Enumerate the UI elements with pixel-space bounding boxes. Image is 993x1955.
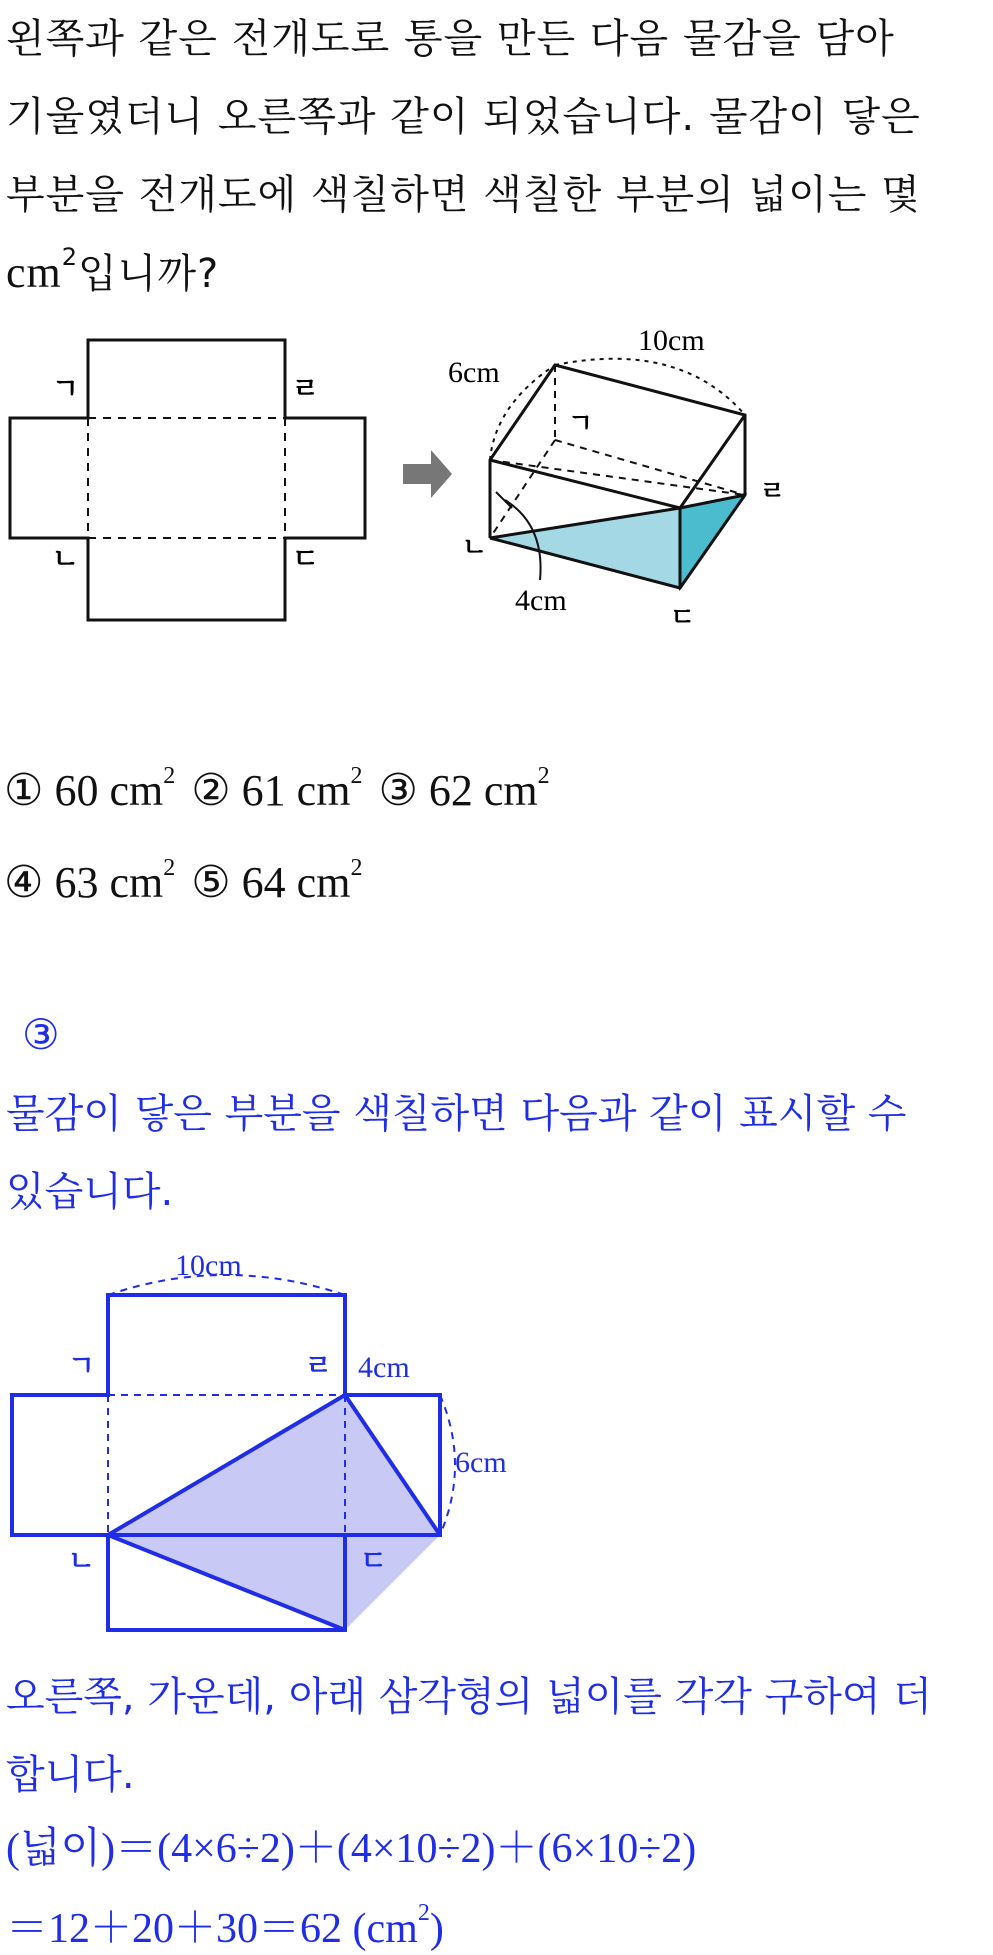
choice-4-exponent: 2 — [163, 855, 176, 881]
sol-dim-4: 4cm — [358, 1351, 410, 1384]
choice-2[interactable] — [191, 765, 362, 816]
choice-5-exponent: 2 — [350, 855, 363, 881]
choice-1-value: 60 cm — [54, 766, 164, 815]
arrow-icon — [403, 450, 452, 498]
net-label-n: ㄴ — [52, 542, 80, 575]
box-dim-4: 4cm — [515, 584, 567, 617]
choice-5-mark: ⑤ — [191, 858, 231, 907]
explanation-bottom — [6, 1658, 986, 1814]
choice-3-exponent: 2 — [537, 763, 550, 789]
unit-exponent: 2 — [61, 243, 79, 271]
choice-2-value: 61 cm — [241, 766, 351, 815]
paint-front — [490, 508, 680, 588]
unit-cm: cm — [6, 248, 62, 297]
equation-2-close: ) — [429, 1906, 444, 1952]
explanation-line-2: 있습니다. — [6, 1169, 174, 1215]
choice-5-value: 64 cm — [241, 858, 351, 907]
sol-label-g: ㄱ — [68, 1349, 96, 1382]
explanation-top — [6, 1075, 986, 1231]
sol-dim-6: 6cm — [455, 1446, 507, 1479]
choice-1-exponent: 2 — [163, 763, 176, 789]
choice-2-exponent: 2 — [350, 763, 363, 789]
sol-dim-10: 10cm — [175, 1249, 242, 1282]
sol-label-n: ㄴ — [68, 1544, 96, 1577]
sol-label-r: ㄹ — [305, 1349, 333, 1382]
choices-row-2 — [4, 857, 378, 908]
question-text — [6, 0, 986, 313]
choice-1[interactable] — [4, 765, 175, 816]
choice-4-mark: ④ — [4, 858, 44, 907]
question-tail: 입니까? — [78, 251, 220, 297]
equation-2 — [6, 1895, 444, 1955]
explanation-line-1: 물감이 닿은 부분을 색칠하면 다음과 같이 표시할 수 — [6, 1091, 907, 1137]
equation-1: (넓이)＝(4×6÷2)＋(4×10÷2)＋(6×10÷2) — [6, 1826, 697, 1872]
net-label-d: ㄷ — [292, 542, 320, 575]
choices — [4, 765, 566, 816]
question-line-2: 기울였더니 오른쪽과 같이 되었습니다. 물감이 닿은 — [6, 94, 921, 140]
equation-2-main: ＝12＋20＋30＝62 (cm — [6, 1906, 418, 1952]
solution-figure — [0, 1245, 993, 1645]
shaded-region — [108, 1395, 440, 1630]
box-dim-6: 6cm — [448, 356, 500, 389]
choice-3-value: 62 cm — [428, 766, 538, 815]
problem-figure — [0, 320, 993, 640]
box-dim-10: 10cm — [638, 324, 705, 357]
equation-2-exponent: 2 — [417, 1900, 430, 1926]
net-label-g: ㄱ — [52, 372, 80, 405]
box-label-r: ㄹ — [760, 477, 786, 507]
explanation-line-4: 합니다. — [6, 1752, 135, 1798]
box-label-d: ㄷ — [670, 603, 696, 633]
box-label-g: ㄱ — [568, 409, 594, 439]
answer-number: ③ — [22, 1013, 60, 1059]
sol-label-d: ㄷ — [360, 1544, 388, 1577]
box-label-n: ㄴ — [462, 533, 488, 563]
question-line-3: 부분을 전개도에 색칠하면 색칠한 부분의 넓이는 몇 — [6, 172, 921, 218]
question-line-1: 왼쪽과 같은 전개도로 통을 만든 다음 물감을 담아 — [6, 16, 895, 62]
choice-2-mark: ② — [191, 766, 231, 815]
choice-4-value: 63 cm — [54, 858, 164, 907]
choice-3[interactable] — [378, 765, 549, 816]
net-label-r: ㄹ — [292, 372, 320, 405]
choice-1-mark: ① — [4, 766, 44, 815]
choice-4[interactable] — [4, 857, 175, 908]
choice-3-mark: ③ — [378, 766, 418, 815]
question-line-4 — [6, 234, 986, 313]
explanation-line-3: 오른쪽, 가운데, 아래 삼각형의 넓이를 각각 구하여 더 — [6, 1674, 932, 1720]
choice-5[interactable] — [191, 857, 362, 908]
tilted-box-diagram — [490, 359, 745, 588]
